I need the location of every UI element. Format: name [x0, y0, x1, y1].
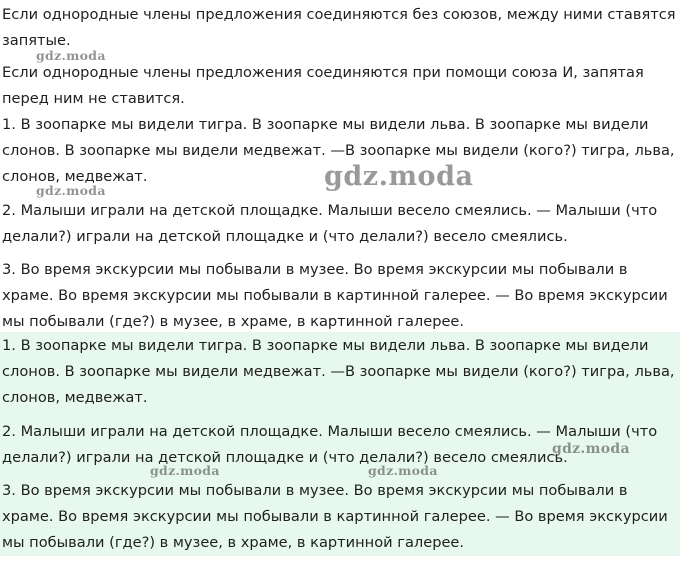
watermark-logo: gdz.moda: [552, 441, 630, 457]
highlighted-answer-paragraph-3: 3. Во время экскурсии мы побывали в музее. Во время экскурсии мы побывали в храме. Во время экскурсии мы побывали в картинной галерее. — Во время экскурсии мы побывали (где?) в музее, в храме, в картинной галерее.: [2, 482, 668, 551]
highlighted-answer-paragraph-2: 2. Малыши играли на детской площадке. Малыши весело смеялись. — Малыши (что делали?) играли на детской площадке и (что делали?) весело смеялись.: [2, 423, 658, 466]
watermark-logo: gdz.moda: [36, 183, 106, 198]
answer-paragraph-1: 1. В зоопарке мы видели тигра. В зоопарке мы видели льва. В зоопарке мы видели слонов. В зоопарке мы видели медвежат. —В зоопарке мы видели (кого?) тигра, льва, слонов, медвежат.: [2, 116, 675, 185]
watermark-logo: gdz.moda: [368, 463, 438, 478]
watermark-logo: gdz.moda: [150, 463, 220, 478]
rule-paragraph-2: Если однородные члены предложения соединяются при помощи союза И, запятая перед ним не ставится.: [2, 64, 644, 107]
rule-paragraph-1: Если однородные члены предложения соединяются без союзов, между ними ставятся запятые.: [2, 6, 676, 49]
watermark-logo: gdz.moda: [36, 48, 106, 63]
answer-paragraph-3: 3. Во время экскурсии мы побывали в музее. Во время экскурсии мы побывали в храме. Во время экскурсии мы побывали в картинной галерее. — Во время экскурсии мы побывали (где?) в музее, в храме, в картинной галерее.: [2, 261, 668, 330]
watermark-logo-large: gdz.moda: [324, 161, 474, 192]
answer-paragraph-2: 2. Малыши играли на детской площадке. Малыши весело смеялись. — Малыши (что делали?) играли на детской площадке и (что делали?) весело смеялись.: [2, 202, 658, 245]
highlighted-answer-paragraph-1: 1. В зоопарке мы видели тигра. В зоопарке мы видели льва. В зоопарке мы видели слонов. В зоопарке мы видели медвежат. —В зоопарке мы видели (кого?) тигра, льва, слонов, медвежат.: [2, 337, 675, 406]
